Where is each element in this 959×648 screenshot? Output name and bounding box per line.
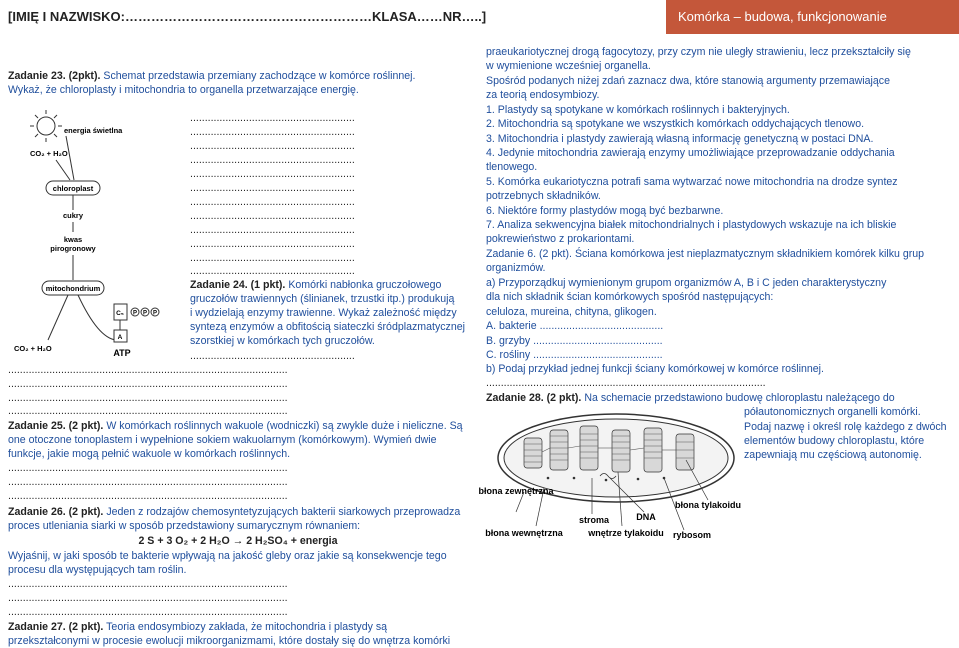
answer-b-fungi[interactable]: B. grzyby ............................................ <box>486 335 663 347</box>
answer-line[interactable]: ........................................................ <box>190 238 355 250</box>
task-6-intro <box>486 248 924 261</box>
stroma-label: stroma <box>578 515 610 525</box>
task-27-text-6: za teorią endosymbiozy. <box>486 89 600 101</box>
statement-1[interactable]: 1. Plastydy są spotykane w komórkach roślinnych i bakteryjnych. <box>486 104 790 116</box>
answer-line[interactable]: ............................................................................................... <box>8 392 288 404</box>
answer-line[interactable]: ........................................................ <box>190 196 355 208</box>
task-25-title: Zadanie 25. (2 pkt). <box>8 420 104 432</box>
task-27-text-2: przekształconymi w procesie ewolucji mikroorganizmami, które dostały się do wnętrza komórki <box>8 635 451 647</box>
answer-c-plants[interactable]: C. rośliny ............................................ <box>486 349 663 361</box>
task-6-text-1: Ściana komórkowa jest nieplazmatycznym składnikiem komórek kilku grup <box>574 248 925 260</box>
inner-membrane-label: błona wewnętrzna <box>485 528 563 538</box>
answer-line[interactable]: ........................................................ <box>190 224 355 236</box>
adenine-label: A <box>117 334 123 341</box>
task-27-intro <box>8 621 387 634</box>
task-26-equation: 2 S + 3 O₂ + 2 H₂O → 2 H₂SO₄ + energia <box>138 535 338 547</box>
statement-2[interactable]: 2. Mitochondria są spotykane we wszystkich komórkach oddychających tlenowo. <box>486 118 865 130</box>
answer-line[interactable]: ............................................................................................... <box>8 476 288 488</box>
answer-line[interactable]: ........................................................ <box>190 126 355 138</box>
task-6-text-2: organizmów. <box>486 262 546 274</box>
answer-line[interactable]: ........................................................ <box>190 182 355 194</box>
task-25-text-3: funkcje, jakie mogą pełnić wakuole w komórkach roślinnych. <box>8 448 291 460</box>
task-26-text-1: Jeden z rodzajów chemosyntetyzujących bakterii siarkowych przeprowadza <box>106 506 461 518</box>
task-23-text-1: Schemat przedstawia przemiany zachodzące w komórce roślinnej. <box>103 70 416 82</box>
chloroplast-label: chloroplast <box>52 184 94 193</box>
answer-line[interactable]: ............................................................................................... <box>8 490 288 502</box>
task-28-text-4: elementów budowy chloroplastu, które <box>744 435 925 447</box>
answer-line[interactable]: ............................................................................................... <box>8 462 288 474</box>
task-24-text-1: Komórki nabłonka gruczołowego <box>288 279 442 291</box>
task-26-title: Zadanie 26. (2 pkt). <box>8 506 104 518</box>
task-24-text-5: szorstkiej w komórkach tych gruczołów. <box>190 335 375 347</box>
c5-label: C₅ <box>116 310 124 317</box>
statement-7[interactable]: 7. Analiza sekwencyjna białek mitochondrialnych i plastydowych wskazuje na ich bliskie <box>486 219 897 231</box>
answer-line[interactable]: ........................................................ <box>190 350 355 362</box>
task-27-text-1: Teoria endosymbiozy zakłada, że mitochondria i plastydy są <box>106 621 388 633</box>
answer-line[interactable]: ............................................................................................... <box>8 378 288 390</box>
task-28-intro <box>486 392 895 405</box>
metabolism-diagram <box>8 108 190 360</box>
pyruvic-label-2: pirogronowy <box>50 244 96 253</box>
statement-5[interactable]: 5. Komórka eukariotyczna potrafi sama wytwarzać nowe mitochondria na drodze syntez <box>486 176 898 188</box>
p-label-3: P <box>152 310 158 317</box>
pyruvic-label-1: kwas <box>63 235 83 244</box>
page-header <box>0 0 959 34</box>
task-24-text-4: syntezą enzymów a obfitością siateczki śródplazmatycznej <box>190 321 465 333</box>
co2-h2o-bottom-label: CO₂ + H₂O <box>14 344 52 353</box>
answer-a-bacteria[interactable]: A. bakterie .......................................... <box>486 320 664 332</box>
energy-label: energia świetlna <box>64 126 123 135</box>
task-24-text-3: i wydzielają enzymy trawienne. Wykaż zależność między <box>190 307 457 319</box>
statement-3[interactable]: 3. Mitochondria i plastydy zawierają własną informację genetyczną w postaci DNA. <box>486 133 874 145</box>
task-6-text-4: dla nich składnik ścian komórkowych spośród następujących: <box>486 291 774 303</box>
task-26-text-2: proces utleniania siarki w sposób przedstawiony sumarycznym równaniem: <box>8 520 361 532</box>
answer-line[interactable]: ............................................................................................... <box>8 592 288 604</box>
statement-4-cont: tlenowego. <box>486 161 538 173</box>
answer-line[interactable]: ........................................................ <box>190 112 355 124</box>
answer-line[interactable]: ............................................................................................... <box>486 377 766 389</box>
task-28-text-5: zapewniają mu częściową autonomię. <box>744 449 922 461</box>
answer-line[interactable]: ........................................................ <box>190 252 355 264</box>
task-27-title: Zadanie 27. (2 pkt). <box>8 621 104 633</box>
statement-7-cont: pokrewieństwo z prokariontami. <box>486 233 635 245</box>
chloroplast-diagram <box>478 408 742 554</box>
task-25-text-1: W komórkach roślinnych wakuole (wodniczki) są zwykle duże i nieliczne. Są <box>106 420 463 432</box>
task-27-text-3: praeukariotycznej drogą fagocytozy, przy czym nie uległy strawieniu, lecz przekształciły się <box>486 46 911 58</box>
task-6-text-5: celuloza, mureina, chityna, glikogen. <box>486 306 657 318</box>
task-23-intro <box>8 70 415 83</box>
dna-label: DNA <box>636 512 656 522</box>
task-23-title: Zadanie 23. (2pkt). <box>8 70 101 82</box>
answer-line[interactable]: ........................................................ <box>190 210 355 222</box>
atp-label: ATP <box>113 348 131 358</box>
statement-5-cont: potrzebnych składników. <box>486 190 601 202</box>
ribosome-label: rybosom <box>672 530 712 540</box>
co2-h2o-top-label: CO₂ + H₂O <box>30 149 68 158</box>
task-28-text-3: Podaj nazwę i określ rolę każdego z dwóch <box>744 421 947 433</box>
p-label-2: P <box>142 310 148 317</box>
sugars-label: cukry <box>62 211 84 220</box>
task-24-text-2: gruczołów trawiennych (ślinianek, trzustki itp.) produkują <box>190 293 455 305</box>
task-25-intro <box>8 420 463 433</box>
answer-line[interactable]: ............................................................................................... <box>8 364 288 376</box>
task-24-intro <box>190 279 441 292</box>
task-28-text-2: półautonomicznych organelli komórki. <box>744 406 921 418</box>
mitochondrium-label: mitochondrium <box>45 284 101 293</box>
task-28-text-1: Na schemacie przedstawiono budowę chloroplastu należącego do <box>584 392 895 404</box>
student-info: [IMIĘ I NAZWISKO:…………………………………………………KLASA……NR…..] <box>8 9 487 24</box>
task-24-title: Zadanie 24. (1 pkt). <box>190 279 286 291</box>
task-6-text-3: a) Przyporządkuj wymienionym grupom organizmów A, B i C jeden charakterystyczny <box>486 277 887 289</box>
p-label-1: P <box>132 310 138 317</box>
outer-membrane-label: błona zewnętrzna <box>478 486 554 496</box>
sun-icon <box>30 110 62 142</box>
task-6-title: Zadanie 6. (2 pkt). <box>486 248 572 260</box>
task-26-text-4: procesu dla występujących tam roślin. <box>8 564 187 576</box>
task-27-text-4: w wymienione wcześniej organella. <box>486 60 651 72</box>
statement-4[interactable]: 4. Jedynie mitochondria zawierają enzymy umożliwiające przeprowadzanie oddychania <box>486 147 895 159</box>
answer-line[interactable]: ........................................................ <box>190 265 355 277</box>
task-27-text-5: Spośród podanych niżej zdań zaznacz dwa, które stanowią argumenty przemawiające <box>486 75 890 87</box>
answer-line[interactable]: ............................................................................................... <box>8 578 288 590</box>
topic-banner: Komórka – budowa, funkcjonowanie <box>666 0 959 34</box>
task-26-text-3: Wyjaśnij, w jaki sposób te bakterie wpływają na jakość gleby oraz jakie są konsekwencje tego <box>8 550 447 562</box>
thylakoid-membrane-label: błona tylakoidu <box>674 500 742 510</box>
answer-line[interactable]: ............................................................................................... <box>8 606 288 618</box>
task-6-text-6: b) Podaj przykład jednej funkcji ściany komórkowej w komórce roślinnej. <box>486 363 824 375</box>
answer-line[interactable]: ........................................................ <box>190 140 355 152</box>
task-25-text-2: one otoczone tonoplastem i wypełnione sokiem wakuolarnym (komórkowym). Wymień dwie <box>8 434 437 446</box>
task-26-intro <box>8 506 460 519</box>
statement-6[interactable]: 6. Niektóre formy plastydów mogą być bezbarwne. <box>486 205 724 217</box>
task-23-text-2: Wykaż, że chloroplasty i mitochondria to organella przetwarzające energię. <box>8 84 359 96</box>
answer-line[interactable]: ........................................................ <box>190 154 355 166</box>
thylakoid-interior-label: wnętrze tylakoidu <box>588 528 664 538</box>
answer-line[interactable]: ............................................................................................... <box>8 405 288 417</box>
answer-line[interactable]: ........................................................ <box>190 168 355 180</box>
task-28-title: Zadanie 28. (2 pkt). <box>486 392 582 404</box>
